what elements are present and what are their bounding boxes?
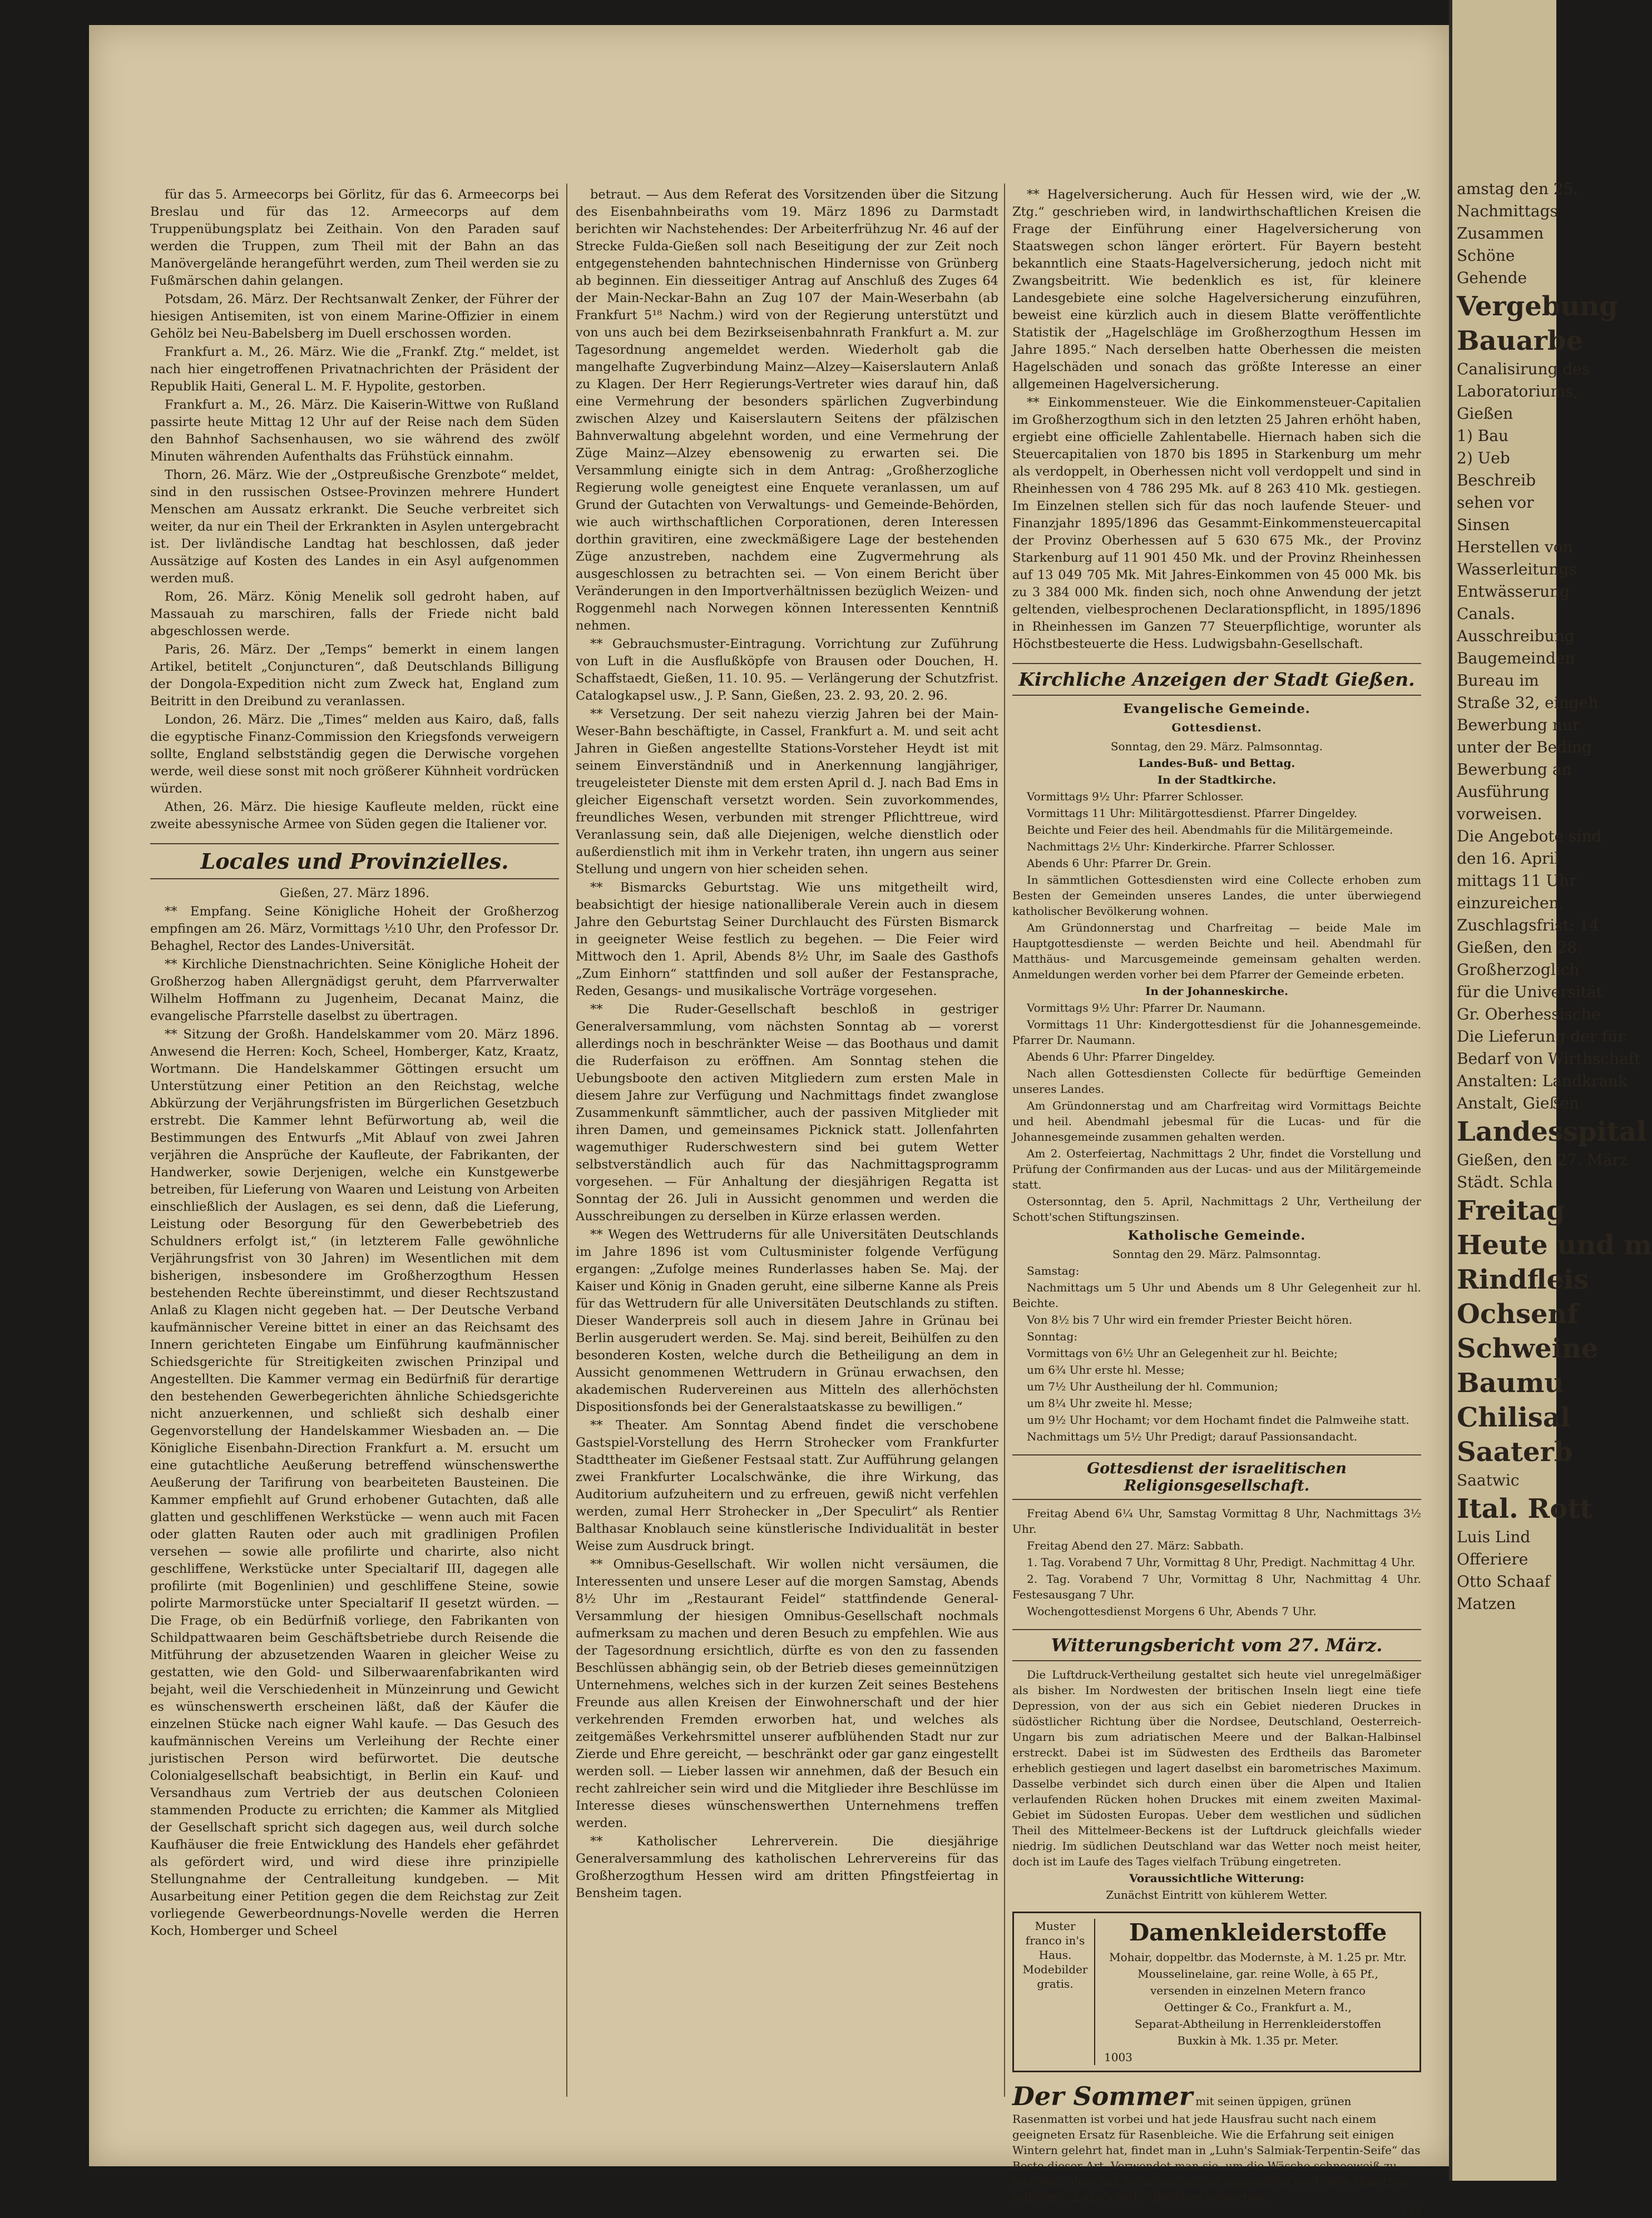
column-rule bbox=[1004, 184, 1005, 2097]
ad-line: Separat-Abtheilung in Herrenkleiderstoffen bbox=[1134, 2017, 1382, 2031]
news-paragraph: ** Wegen des Wettruderns für alle Universitäten Deutschlands im Jahre 1896 ist vom Cultusminister folgende Verfügung ergangen: „Zufolge meines Runderlasses haben Se. Maj. der Kaiser und König in Gnaden geruht, eine silberne Kanne als Preis für das Wettrudern für alle Universitäten Deutschlands zu stiften. Dieser Wanderpreis soll auch in diesem Jahre in Grünau bei Berlin ausgerudert werden. Se. Maj. sind bereit, Beihülfen zu den besonderen Kosten, welche durch die Betheiligung an dem in Aussicht genommenen Wettrudern in Grünau erwachsen, den akademischen Rudervereinen aus Mitteln des allerhöchsten Dispositionsfonds bei der Generalstaatskasse zu bewilligen.“ bbox=[576, 1227, 998, 1414]
schedule-line: Vormittags 9½ Uhr: Pfarrer Dr. Naumann. bbox=[1027, 1001, 1265, 1014]
ad-line: Buxkin à Mk. 1.35 pr. Meter. bbox=[1177, 2034, 1339, 2047]
edge-fragment: Luis Lind bbox=[1457, 1528, 1531, 1546]
left-column bbox=[150, 186, 559, 2100]
ad-code: 1003 bbox=[1104, 2051, 1132, 2064]
edge-fragment: Freitag bbox=[1457, 1195, 1565, 1226]
schedule-line: In sämmtlichen Gottesdiensten wird eine Collecte erhoben zum Besten der Gemeinden unseres Landes, die unter überwiegend katholischer Bevölkerung wohnen. bbox=[1012, 873, 1421, 918]
ad-main bbox=[1104, 1919, 1412, 2065]
ad-line: Mohair, doppeltbr. das Modernste, à M. 1.25 pr. Mtr. bbox=[1109, 1950, 1407, 1964]
edge-fragment: Ital. Rott bbox=[1457, 1493, 1592, 1524]
ad-lines bbox=[1104, 1949, 1412, 2048]
news-paragraph: Athen, 26. März. Die hiesige Kaufleute melden, rückt eine zweite abessynische Armee von Süden gegen die Italiener vor. bbox=[150, 800, 559, 831]
edge-fragment: Die Angebote sind bbox=[1457, 827, 1602, 845]
edge-fragment: Rindfleis bbox=[1457, 1264, 1589, 1295]
weather-report: Die Luftdruck-Vertheilung gestaltet sich heute viel unregelmäßiger als bisher. Im Nordwesten der britischen Inseln liegt eine tiefe Depression, von der aus sich ein Gebiet niederen Druckes in südöstlicher Richtung über die Nordsee, Deutschland, Oesterreich-Ungarn bis zum adriatischen Meere und der Balkan-Halbinsel erstreckt. Dabei ist im Südwesten des Erdtheils das Barometer erheblich gestiegen und lagert daselbst ein barometrisches Maximum. Dasselbe verbindet sich durch einen über die Alpen und Italien verlaufenden Rücken hohen Druckes mit einem zweiten Maximal-Gebiet im Südosten Europas. Ueber dem westlichen und südlichen Theil des Mittelmeer-Beckens ist der Luftdruck gleichfalls wieder niedrig. Im südlichen Deutschland war das Wetter noch meist heiter, doch ist im Laufe des Tages vielfach Trübung eingetreten. bbox=[1012, 1668, 1421, 1868]
edge-fragment: Landesspital bbox=[1457, 1116, 1647, 1147]
edge-fragment: Schweine bbox=[1457, 1333, 1599, 1364]
news-paragraph: ** Empfang. Seine Königliche Hoheit der Großherzog empfingen am 26. März, Vormittags ½10 Uhr, den Professor Dr. Behaghel, Rector des Landes-Universität. bbox=[150, 904, 559, 953]
edge-fragment: Gießen bbox=[1457, 404, 1513, 423]
ad-title: Damenkleiderstoffe bbox=[1129, 1919, 1387, 1946]
edge-fragment: Straße 32, eingeh bbox=[1457, 694, 1599, 712]
schedule-line: Beichte und Feier des heil. Abendmahls für die Militärgemeinde. bbox=[1027, 823, 1393, 836]
edge-fragment: Ausschreibung bbox=[1457, 627, 1575, 645]
edge-fragment: unter der Beding bbox=[1457, 738, 1592, 756]
evangelical-day: Landes-Buß- und Bettag. bbox=[1138, 756, 1295, 770]
weather-forecast: Zunächst Eintritt von kühlerem Wetter. bbox=[1106, 1888, 1328, 1902]
news-paragraph: Frankfurt a. M., 26. März. Wie die „Frankf. Ztg.“ meldet, ist nach hier eingetroffenen Privatnachrichten der Präsident der Republik Haiti, General L. M. F. Hypolite, gestorben. bbox=[150, 345, 559, 394]
ad-line: Mousselinelaine, gar. reine Wolle, à 65 Pf., bbox=[1137, 1967, 1378, 1981]
news-paragraph: ** Omnibus-Gesellschaft. Wir wollen nicht versäumen, die Interessenten und unsere Leser auf die morgen Samstag, Abends 8½ Uhr im „Restaurant Feidel“ stattfindende General-Versammlung der hiesigen Omnibus-Gesellschaft nochmals aufmerksam zu machen und deren Besuch zu empfehlen. Wie aus der Tagesordnung ersichtlich, dürfte es von den zu fassenden Beschlüssen abhängig sein, ob der Betrieb dieses gemeinnützigen Unternehmens, welches sich in der kurzen Zeit seines Bestehens Freunde aus allen Kreisen der Einwohnerschaft und der hier verkehrenden Fremden erworben hat, und welches als zeitgemäßes Verkehrsmittel unserer aufblühenden Stadt nur zur Zierde und Ehre gereicht, — beschränkt oder gar ganz eingestellt werden soll. — Lieber lassen wir annehmen, daß der Besuch ein recht zahlreicher sein wird und die Mitglieder ihre Beschlüsse im Interesse dieses wünschenswerthen Unternehmens treffen werden. bbox=[576, 1557, 998, 1830]
left-paragraphs bbox=[150, 186, 559, 833]
edge-fragment: Saaterb bbox=[1457, 1437, 1573, 1468]
news-paragraph: Potsdam, 26. März. Der Rechtsanwalt Zenker, der Führer der hiesigen Antisemiten, ist von einem Marine-Offizier in einem Gehölz bei Neu-Babelsberg im Duell erschossen worden. bbox=[150, 292, 559, 341]
schedule-line: um 6¾ Uhr erste hl. Messe; bbox=[1027, 1363, 1185, 1377]
catholic-title: Katholische Gemeinde. bbox=[1127, 1228, 1306, 1243]
right-column bbox=[1012, 186, 1421, 2218]
schedule-line: Samstag: bbox=[1027, 1264, 1080, 1278]
schedule-line: Am 2. Osterfeiertag, Nachmittags 2 Uhr, findet die Vorstellung und Prüfung der Confirmanden aus der Lucas- und aus der Militärgemeinde statt. bbox=[1012, 1147, 1421, 1191]
catholic-schedule bbox=[1012, 1263, 1421, 1444]
edge-fragment: Offeriere bbox=[1457, 1550, 1529, 1568]
edge-fragment: Baugemeinden bbox=[1457, 649, 1575, 667]
news-paragraph: ** Versetzung. Der seit nahezu vierzig Jahren bei der Main-Weser-Bahn beschäftigte, in Cassel, Frankfurt a. M. und seit acht Jahren in Gießen angestellte Stations-Vorsteher Heydt ist mit seinem Einverständniß und in Anerkennung langjähriger, treugeleisteter Dienste mit dem ersten April d. J. nach Bad Ems in gleicher Eigenschaft versetzt worden. Sein zuvorkommendes, freundliches Wesen, verbunden mit strenger Pflichttreue, wird Veranlassung sein, daß alle Diejenigen, welche dienstlich oder außerdienstlich mit ihm in Verkehr traten, ihn ungern aus seiner Stellung und ungern von hier scheiden sehen. bbox=[576, 707, 998, 877]
edge-fragment: 1) Bau bbox=[1457, 427, 1508, 445]
schedule-line: um 9½ Uhr Hochamt; vor dem Hochamt findet die Palmweihe statt. bbox=[1027, 1413, 1409, 1427]
edge-fragment: Städt. Schla bbox=[1457, 1173, 1553, 1191]
ad-line: Oettinger & Co., Frankfurt a. M., bbox=[1164, 2001, 1352, 2014]
news-paragraph: ** Katholischer Lehrerverein. Die diesjährige Generalversammlung des katholischen Lehrervereins für das Großherzogthum Hessen wird am dritten Pfingstfeiertag in Bensheim tagen. bbox=[576, 1834, 998, 1900]
schedule-line: Abends 6 Uhr: Pfarrer Dr. Grein. bbox=[1027, 856, 1211, 870]
evangelical-date: Sonntag, den 29. März. Palmsonntag. bbox=[1110, 740, 1323, 753]
edge-fragment: Die Lieferung der für bbox=[1457, 1027, 1625, 1046]
stadtkirche-heading: In der Stadtkirche. bbox=[1157, 773, 1277, 786]
news-paragraph: ** Hagelversicherung. Auch für Hessen wird, wie der „W. Ztg.“ geschrieben wird, in landwirthschaftlichen Kreisen die Frage der Einführung einer Hagelversicherung von Staatswegen schon länger erörtert. Für Bayern besteht bekanntlich eine Staats-Hagelversicherung, jedoch nicht mit Zwangsbeitritt. Wie bedenklich es ist, für kleinere Landesgebiete eine solche Hagelversicherung einzuführen, beweist eine kürzlich auch in diesem Blatte veröffentlichte Statistik der „Hagelschläge im Großherzogthum Hessen im Jahre 1895.“ Nach derselben hatte Oberhessen die meisten Hagelschäden und sonach das größte Interesse an einer allgemeinen Hagelversicherung. bbox=[1012, 187, 1421, 392]
edge-fragment: Otto Schaaf bbox=[1457, 1572, 1550, 1591]
news-paragraph: betraut. — Aus dem Referat des Vorsitzenden über die Sitzung des Eisenbahnbeiraths vom 19. März 1896 zu Darmstadt berichten wir Nachstehendes: Der Arbeiterfrühzug Nr. 46 auf der Strecke Fulda-Gießen soll nach Beseitigung der zur Zeit noch entgegenstehenden bahntechnischen Hindernisse von Grünberg ab beginnen. Ein diesseitiger Antrag auf Anschluß des Zuges 64 der Main-Neckar-Bahn an Zug 107 der Main-Weserbahn (ab Frankfurt 5¹⁸ Nachm.) wird von der Regierung unterstützt und von uns auch bei dem Bezirkseisenbahnrath Frankfurt a. M. zur Tagesordnung angemeldet werden. Wiederholt gab die mangelhafte Zugverbindung Mainz—Alzey—Kaiserslautern Anlaß zu Klagen. Der Herr Regierungs-Vertreter wies darauf hin, daß eine Vermehrung der besonders spärlichen Zugverbindung zwischen Alzey und Kaiserslautern Seitens der pfälzischen Bahnverwaltung abgelehnt worden, und eine Vermehrung der Züge Mainz—Alzey ebensowenig zu erwarten sei. Die Versammlung einigte sich in dem Antrag: „Großherzogliche Regierung wolle geneigtest eine Enquete veranlassen, um auf Grund der Gutachten von Verwaltungs- und Gemeinde-Behörden, wie auch wirthschaftlichen Corporationen, deren Interessen dorthin gravitiren, eine zweckmäßigere Lage der bestehenden Züge anzustreben, nachdem eine Zugvermehrung als ausgeschlossen zu betrachten sei. — Von einem Bericht über Veränderungen in den Importverhältnissen bezüglich Weizen- und Roggenmehl nach Norwegen können Interessenten Kenntniß nehmen. bbox=[576, 187, 998, 633]
edge-fragment: Heute und m bbox=[1457, 1230, 1652, 1261]
news-paragraph: ** Theater. Am Sonntag Abend findet die verschobene Gastspiel-Vorstellung des Herrn Strohecker vom Frankfurter Stadttheater im Gießener Festsaal statt. Zur Aufführung gelangen zwei Frankfurter Localschwänke, die ihre Wirkung, das Auditorium aufzuheitern und zu erfreuen, gewiß nicht verfehlen werden, zumal Herr Strohecker in „Der Speculirt“ als Rentier Balthasar Knoblauch seine künstlerische Individualität in bester Weise zum Ausdruck bringt. bbox=[576, 1418, 998, 1553]
edge-fragment: Gr. Oberhessische bbox=[1457, 1005, 1601, 1023]
edge-fragment: Wasserleitungs bbox=[1457, 560, 1577, 578]
edge-fragment: Schöne bbox=[1457, 246, 1515, 265]
column-rule bbox=[566, 184, 567, 2097]
schedule-line: Freitag Abend den 27. März: Sabbath. bbox=[1027, 1539, 1244, 1552]
section-title: Locales und Provinzielles. bbox=[150, 843, 559, 879]
edge-fragment: Bedarf von Wirthschaft bbox=[1457, 1049, 1641, 1068]
schedule-line: Nachmittags um 5½ Uhr Predigt; darauf Passionsandacht. bbox=[1027, 1430, 1358, 1443]
edge-fragment: Herstellen von bbox=[1457, 538, 1573, 556]
ad2-text: mit seinen üppigen, grünen Rasenmatten ist vorbei und hat jede Hausfrau sucht nach einem geeigneten Ersatz für Rasenbleiche. Wie die Erfahrung seit einigen Wintern gelehrt hat, findet man in „Luhn's Salmiak-Terpentin-Seife“ das Beste dieser Art. Verwendet man sie, um die Wäsche schneeweiß zu bleichen, ohne daß sie im geringsten angegriffen wird. Jede Haustrau sollte mit „Luhn's Seife“ Bleichen versuchen. bbox=[1012, 2095, 1421, 2204]
edge-fragment: Entwässerung bbox=[1457, 582, 1570, 601]
middle-paragraphs bbox=[576, 186, 998, 1902]
johanneskirche-schedule bbox=[1012, 1000, 1421, 1225]
weather-forecast-title: Voraussichtliche Witterung: bbox=[1129, 1872, 1304, 1885]
edge-fragment: Zusammen bbox=[1457, 224, 1544, 242]
news-paragraph: Rom, 26. März. König Menelik soll gedroht haben, auf Massauah zu marschiren, falls der Friede nicht bald abgeschlossen werde. bbox=[150, 590, 559, 638]
weather-title: Witterungsbericht vom 27. März. bbox=[1012, 1629, 1421, 1661]
edge-fragment: Bewerbung nur bbox=[1457, 716, 1580, 734]
edge-fragment: Baumu bbox=[1457, 1368, 1564, 1399]
edge-fragment: Laboratoriums, bbox=[1457, 382, 1579, 400]
schedule-line: um 8¼ Uhr zweite hl. Messe; bbox=[1027, 1397, 1193, 1410]
news-paragraph: für das 5. Armeecorps bei Görlitz, für das 6. Armeecorps bei Breslau und für das 12. Armeecorps auf dem Truppenübungsplatz bei Zeithain. Von den Paraden sauf werden die Truppen, zum Theil mit der Bahn an das Manövergelände herangeführt werden, zum Theil werden sie zu Fußmärschen dahin gelangen. bbox=[150, 187, 559, 288]
edge-fragment: amstag den 25. bbox=[1457, 180, 1579, 198]
catholic-date: Sonntag den 29. März. Palmsonntag. bbox=[1112, 1247, 1321, 1261]
ad2-title: Der Sommer bbox=[1012, 2081, 1193, 2111]
israelite-schedule bbox=[1012, 1506, 1421, 1619]
israelite-title: Gottesdienst der israelitischen Religionsgesellschaft. bbox=[1012, 1454, 1421, 1500]
news-paragraph: ** Kirchliche Dienstnachrichten. Seine Königliche Hoheit der Großherzog haben Allergnädigst geruht, dem Pfarrverwalter Wilhelm Hoffmann zu Jugenheim, Decanat Mainz, die evangelische Pfarrstelle daselbst zu übertragen. bbox=[150, 957, 559, 1023]
schedule-line: Vormittags 9½ Uhr: Pfarrer Schlosser. bbox=[1027, 790, 1244, 803]
schedule-line: Wochengottesdienst Morgens 6 Uhr, Abends 7 Uhr. bbox=[1027, 1605, 1317, 1618]
schedule-line: Nachmittags um 5 Uhr und Abends um 8 Uhr Gelegenheit zur hl. Beichte. bbox=[1012, 1281, 1421, 1310]
news-paragraph: Paris, 26. März. Der „Temps“ bemerkt in einem langen Artikel, betitelt „Conjuncturen“, daß Deutschlands Billigung der Dongola-Expedition nicht zum Zweck hat, England zum Beitritt in den Dreibund zu veranlassen. bbox=[150, 642, 559, 709]
edge-fragment: Gehende bbox=[1457, 269, 1527, 287]
advertisement-dress-fabrics bbox=[1012, 1912, 1421, 2072]
evangelical-subtitle: Gottesdienst. bbox=[1171, 721, 1262, 734]
edge-fragment: sehen vor bbox=[1457, 493, 1534, 512]
ad-side-note: Muster franco in's Haus. Modebilder gratis. bbox=[1022, 1919, 1095, 2065]
edge-fragment: Nachmittags bbox=[1457, 202, 1558, 220]
news-paragraph: ** Die Ruder-Gesellschaft beschloß in gestriger Generalversammlung, vom nächsten Sonntag ab — vorerst allerdings noch in beschränkter Weise — das Boothaus und damit die Ruderfaison zu eröffnen. Am Sonntag stehen die Uebungsboote den activen Mitgliedern zum ersten Male in diesem Jahre zur Verfügung und Nachmittags findet zwanglose Zusammenkunft sämmtlicher, auch der passiven Mitglieder mit ihren Damen, und gemeinsames Picknick statt. Jollenfahrten wagemuthiger Ruderschwestern sind bei gutem Wetter selbstverständlich auch für das Nachmittagsprogramm vorgesehen. — Für Anhaltung der diesjährigen Regatta ist Sonntag der 26. Juli in Aussicht genommen und werden die Ausschreibungen zu derselben in Kürze erlassen werden. bbox=[576, 1002, 998, 1224]
edge-fragment: den 16. April bbox=[1457, 849, 1560, 868]
middle-column bbox=[576, 186, 998, 2100]
schedule-line: Vormittags 11 Uhr: Kindergottesdienst für die Johannesgemeinde. Pfarrer Dr. Naumann. bbox=[1012, 1018, 1421, 1047]
edge-fragment: Saatwic bbox=[1457, 1471, 1520, 1489]
edge-fragment: mittags 11 Uhr bbox=[1457, 872, 1577, 890]
news-paragraph: ** Sitzung der Großh. Handelskammer vom 20. März 1896. Anwesend die Herren: Koch, Scheel, Homberger, Katz, Kraatz, Wortmann. Die Handelskammer Göttingen ersucht um Unterstützung einer Petition an den Reichstag, welche Abkürzung der Verjährungsfristen im Bürgerlichen Gesetzbuch erstrebt. Die Kammer lehnt Befürwortung ab, weil die Bestimmungen des Entwurfs „Mit Ablauf von zwei Jahren verjähren die Ansprüche der Kaufleute, der Fabrikanten, der Handwerker, sowie Derjenigen, welche ein Kunstgewerbe betreiben, für Lieferung von Waaren und Leistung von Arbeiten einschließlich der Auslagen, es sei denn, daß die Lieferung, Leistung oder Besorgung für den Gewerbebetrieb des Schuldners erfolgt ist,“ (in letzterem Falle gewöhnliche Verjährungsfrist von 30 Jahren) im Wesentlichen mit dem bisherigen, insbesondere im Großherzogthum Hessen bestehenden Rechte übereinstimmt, und dieser Rechtszustand Anlaß zu Klagen nicht gegeben hat. — Der Deutsche Verband kaufmännischer Vereine bittet in einer an das Reichsamt des Innern gerichteten Eingabe um Einführung kaufmännischer Schiedsgerichte für Streitigkeiten zwischen Prinzipal und Angestellten. Die Kammer vermag ein Bedürfniß für derartige den bestehenden Gewerbegerichten ähnliche Schiedsgerichte nicht anzuerkennen, und schließt sich deshalb einer Gegenvorstellung der Handelskammer Wiesbaden an. — Die Königliche Eisenbahn-Direction Frankfurt a. M. ersucht um eine gutachtliche Aeußerung betreffend wünschenswerthe Aeußerung der Tarifirung von bearbeiteten Bausteinen. Die Kammer empfiehlt auf Grund erhobener Gutachten, daß alle glatten und geschliffenen Werkstücke — wenn auch mit Facen oder glatten Rauten oder auch mit gradlinigen Profilen versehen — sowie alle profilirte und charirte, also nicht geschliffene, Werkstücke unter Specialtarif III, dagegen alle profilirte (mit Bogenlinien) und geschliffene Steine, sowie polirte Marmorstücke unter Specialtarif II gesetzt würden. — Die Frage, ob ein Bedürfniß vorliege, den Fabrikanten von Schildpattwaaren beim Geschäftsbetriebe durch Reisende die Mitführung der abzusetzenden Waaren in gleicher Weise zu gestatten, wie den Gold- und Silberwaarenfabrikanten wird bejaht, weil die Verschiedenheit in Münzeinrung und Gewicht es wünschenswerth erscheinen läßt, daß der Käufer die einzelnen Stücke nach eigner Wahl kaufe. — Das Gesuch des kaufmännischen Vereins um Verleihung der Rechte einer juristischen Person wird befürwortet. Die deutsche Colonialgesellschaft beabsichtigt, in Berlin ein Kauf- und Versandhaus zum Vertrieb der aus deutschen Colonieen stammenden Producte zu errichten; die Kammer als Mitglied der Gesellschaft spricht sich dagegen aus, weil durch solche Kaufhäuser die freie Entwicklung des Handels eher gefährdet als gefördert wird, und wird diese ihre prinzipielle Stellungnahme der Centralleitung kundgeben. — Mit Ausarbeitung einer Petition gegen die dem Reichstag zur Zeit vorliegende Gewerbeordnungs-Novelle werden die Herren Koch, Homberger und Scheel bbox=[150, 1027, 559, 1938]
edge-fragment: Canalisirung des bbox=[1457, 360, 1590, 378]
edge-fragment: 2) Ueb bbox=[1457, 449, 1510, 467]
schedule-line: 1. Tag. Vorabend 7 Uhr, Vormittag 8 Uhr, Predigt. Nachmittag 4 Uhr. bbox=[1027, 1556, 1416, 1569]
schedule-line: Am Gründonnerstag und Charfreitag — beide Male im Hauptgottesdienste — werden Beichte und heil. Abendmahl für Matthäus- und Marcusgemeinde gemeinsam gehalten werden. Anmeldungen werden vorher bei dem Pfarrer der Gemeinde erbeten. bbox=[1012, 921, 1421, 981]
schedule-line: Am Gründonnerstag und am Charfreitag wird Vormittags Beichte und heil. Abendmahl jebesmal für die Lucas- und für die Johannesgemeinde zusammen gehalten werden. bbox=[1012, 1099, 1421, 1143]
dateline: Gießen, 27. März 1896. bbox=[279, 886, 430, 900]
edge-fragments bbox=[1452, 0, 1652, 1615]
right-paragraphs bbox=[1012, 186, 1421, 653]
edge-fragment: Bureau im bbox=[1457, 671, 1539, 690]
ad2-number: 133 bbox=[1399, 2205, 1421, 2218]
schedule-line: Nachmittags 2½ Uhr: Kinderkirche. Pfarrer Schlosser. bbox=[1027, 840, 1336, 853]
evangelical-title: Evangelische Gemeinde. bbox=[1123, 701, 1310, 716]
schedule-line: Sonntag: bbox=[1027, 1330, 1078, 1343]
edge-fragment: einzureichen. bbox=[1457, 894, 1564, 912]
schedule-line: 2. Tag. Vorabend 7 Uhr, Vormittag 8 Uhr, Nachmittag 4 Uhr. Festesausgang 7 Uhr. bbox=[1012, 1572, 1421, 1601]
news-paragraph: Frankfurt a. M., 26. März. Die Kaiserin-Wittwe von Rußland passirte heute Mittag 12 Uhr auf der Reise nach dem Süden den Bahnhof Sachsenhausen, wo sie während des zwölf Minuten währenden Aufenthalts das Frühstück einnahm. bbox=[150, 398, 559, 464]
edge-fragment: Großherzoglich bbox=[1457, 961, 1580, 979]
edge-fragment: Chilisal bbox=[1457, 1402, 1571, 1433]
schedule-line: um 7½ Uhr Austheilung der hl. Communion; bbox=[1027, 1380, 1279, 1393]
local-news-paragraphs bbox=[150, 903, 559, 1940]
news-paragraph: ** Einkommensteuer. Wie die Einkommensteuer-Capitalien im Großherzogthum sich in den letzten 25 Jahren erhöht haben, ergiebt eine officielle Zahlentabelle. Hiernach haben sich die Steuercapitalien von 1870 bis 1895 in Starkenburg um mehr als verdoppelt, in Oberhessen nicht voll verdoppelt und sind in Rheinhessen von 4 786 295 Mk. auf 8 263 410 Mk. gestiegen. Im Einzelnen stellen sich für das noch laufende Steuer- und Finanzjahr 1895/1896 das Gesammt-Einkommensteuercapital der Provinz Oberhessen auf 5 630 675 Mk., der Provinz Starkenburg auf 11 901 450 Mk. und der Provinz Rheinhessen auf 13 049 705 Mk. Mit Jahres-Einkommen von 45 000 Mk. bis zu 3 384 000 Mk. finden sich, noch ohne Anwendung der jetzt geltenden, vielbesprochenen Declarationspflicht, in 1895/1896 in Rheinhessen im Ganzen 77 Steuerpflichtige, worunter als Höchstbesteuerte die Hess. Ludwigsbahn-Gesellschaft. bbox=[1012, 395, 1421, 651]
johanneskirche-heading: In der Johanneskirche. bbox=[1145, 984, 1288, 998]
edge-fragment: Gießen, den 28. bbox=[1457, 938, 1582, 957]
edge-fragment: vorweisen. bbox=[1457, 805, 1542, 823]
edge-fragment: Zuschlagsfrist: 14 bbox=[1457, 916, 1599, 934]
schedule-line: Von 8½ bis 7 Uhr wird ein fremder Priester Beicht hören. bbox=[1027, 1313, 1353, 1326]
schedule-line: Freitag Abend 6¼ Uhr, Samstag Vormittag 8 Uhr, Nachmittags 3½ Uhr. bbox=[1012, 1507, 1421, 1536]
advertisement-soap bbox=[1012, 2081, 1421, 2218]
edge-fragment: Bewerbung an bbox=[1457, 760, 1572, 779]
edge-fragment: Beschreib bbox=[1457, 471, 1536, 489]
edge-fragment: Anstalten: Landkrank bbox=[1457, 1072, 1628, 1090]
news-paragraph: London, 26. März. Die „Times“ melden aus Kairo, daß, falls die egyptische Finanz-Commission den Kriegsfonds verweigern sollte, England selbstständig gegen die Derwische vorgehen werde, weil diese sonst mit noch größerer Kühnheit vordrücken würden. bbox=[150, 712, 559, 796]
ad-line: versenden in einzelnen Metern franco bbox=[1150, 1984, 1366, 1997]
schedule-line: Ostersonntag, den 5. April, Nachmittags 2 Uhr, Vertheilung der Schott'schen Stiftungszinsen. bbox=[1012, 1195, 1421, 1224]
news-paragraph: Thorn, 26. März. Wie der „Ostpreußische Grenzbote“ meldet, sind in den russischen Ostsee-Provinzen mehrere Hundert Menschen am Aussatz erkrankt. Die Seuche verbreitet sich weiter, da nur ein Theil der Erkrankten in Asylen untergebracht ist. Der livländische Landtag hat beschlossen, daß jeder Aussätzige auf Kosten des Landes in ein Asyl aufgenommen werden muß. bbox=[150, 468, 559, 586]
stadtkirche-schedule bbox=[1012, 789, 1421, 982]
edge-fragment: Vergebung bbox=[1457, 291, 1618, 322]
news-paragraph: ** Bismarcks Geburtstag. Wie uns mitgetheilt wird, beabsichtigt der hiesige nationalliberale Verein auch in diesem Jahre den Geburtstag Seiner Durchlaucht des Fürsten Bismarck in geeigneter Weise festlich zu begehen. — Die Feier wird Mittwoch den 1. April, Abends 8½ Uhr, im Saale des Gasthofs „Zum Einhorn“ stattfinden und soll außer der Festansprache, Reden, Gesangs- und musikalische Vorträge vorgesehen. bbox=[576, 880, 998, 998]
schedule-line: Vormittags 11 Uhr: Militärgottesdienst. Pfarrer Dingeldey. bbox=[1027, 806, 1357, 820]
news-paragraph: ** Gebrauchsmuster-Eintragung. Vorrichtung zur Zuführung von Luft in die Ausflußköpfe von Brausen oder Douchen, H. Schaffstaedt, Gießen, 11. 10. 95. — Verlängerung der Schutzfrist. Catalogkapsel usw., J. P. Sann, Gießen, 23. 2. 93, 20. 2. 96. bbox=[576, 637, 998, 703]
edge-fragment: Anstalt, Gießen bbox=[1457, 1094, 1579, 1112]
edge-fragment: Canals. bbox=[1457, 605, 1516, 623]
edge-fragment: Ausführung bbox=[1457, 783, 1550, 801]
edge-fragment: Matzen bbox=[1457, 1595, 1516, 1613]
edge-fragment: für die Universität bbox=[1457, 983, 1602, 1001]
edge-fragment: Bauarbe bbox=[1457, 325, 1584, 357]
edge-fragment: Gießen, den 27. März bbox=[1457, 1151, 1628, 1169]
edge-fragment: Ochsenf bbox=[1457, 1299, 1579, 1330]
church-notices-title: Kirchliche Anzeigen der Stadt Gießen. bbox=[1012, 663, 1421, 696]
schedule-line: Abends 6 Uhr: Pfarrer Dingeldey. bbox=[1027, 1050, 1215, 1063]
edge-fragment: Sinsen bbox=[1457, 516, 1510, 534]
schedule-line: Nach allen Gottesdiensten Collecte für bedürftige Gemeinden unseres Landes. bbox=[1012, 1067, 1421, 1096]
adjacent-page-edge bbox=[1449, 0, 1652, 2181]
schedule-line: Vormittags von 6½ Uhr an Gelegenheit zur hl. Beichte; bbox=[1027, 1346, 1338, 1360]
